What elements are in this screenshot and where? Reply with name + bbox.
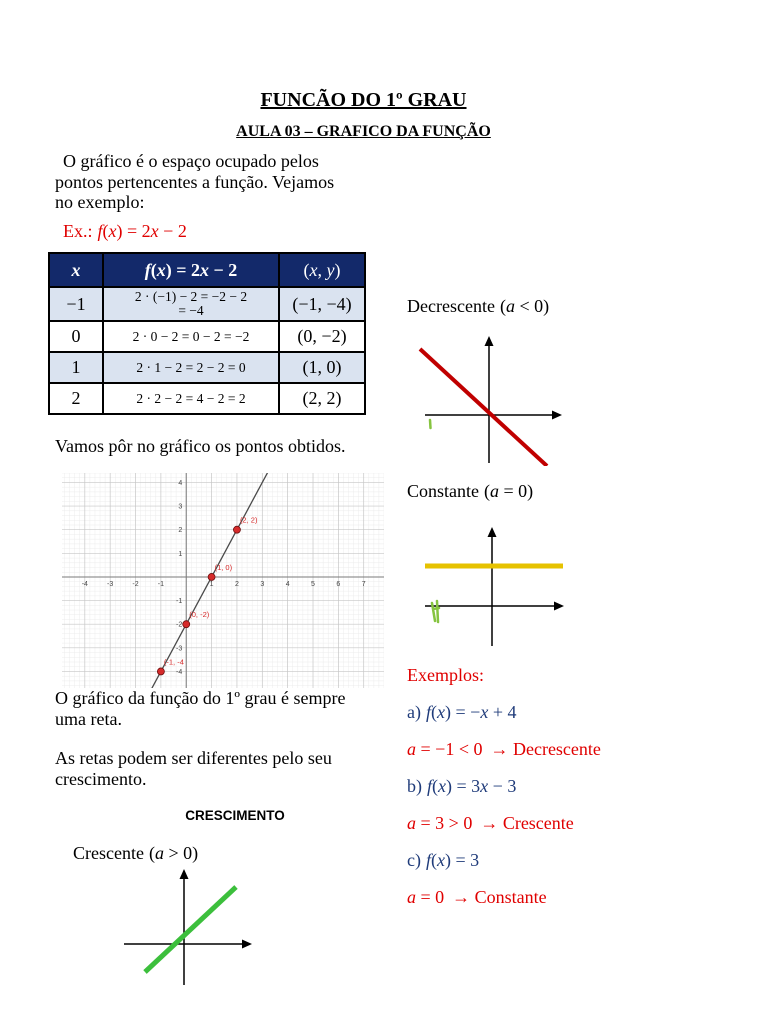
x-tick-label: -3 bbox=[107, 580, 114, 588]
growth-paragraph bbox=[55, 748, 332, 789]
x-tick-label: 4 bbox=[285, 580, 290, 588]
x-tick-label: -4 bbox=[81, 580, 88, 588]
example-tag: c) bbox=[407, 850, 421, 870]
crescente-condition: (a > 0) bbox=[148, 843, 199, 863]
constante-caption bbox=[407, 480, 533, 502]
example-item-function: f(x) = 3x − 3 bbox=[427, 776, 517, 796]
cell-x: −1 bbox=[49, 287, 103, 321]
intro-paragraph bbox=[55, 151, 334, 213]
conclusion-line: O gráfico da função do 1º grau é sempre bbox=[55, 688, 346, 708]
math-variable: x bbox=[71, 259, 81, 280]
example-item bbox=[407, 849, 479, 871]
header-fx-label: f(x) = 2x − 2 bbox=[144, 259, 238, 280]
example-item-function: f(x) = 3 bbox=[425, 850, 480, 870]
calc-line: = −4 bbox=[178, 303, 204, 318]
cell-calc bbox=[103, 383, 279, 414]
examples-heading: Exemplos: bbox=[407, 665, 484, 685]
math-variable: f bbox=[97, 221, 103, 241]
values-table bbox=[48, 252, 366, 415]
constante-condition: (a = 0) bbox=[484, 481, 534, 501]
cell-point: (0, −2) bbox=[279, 321, 365, 352]
page-title: FUNCÃO DO 1º GRAU bbox=[260, 89, 467, 111]
data-point-label: (-1, -4 bbox=[163, 657, 184, 667]
table-row bbox=[49, 321, 365, 352]
plot-intro: Vamos pôr no gráfico os pontos obtidos. bbox=[55, 436, 346, 456]
table-row bbox=[49, 287, 365, 321]
y-axis-arrow bbox=[488, 527, 497, 537]
cell-x: 1 bbox=[49, 352, 103, 383]
table-row bbox=[49, 383, 365, 414]
math-variable: a bbox=[407, 739, 416, 759]
conclusion-line: uma reta. bbox=[55, 708, 122, 729]
cell-calc bbox=[103, 287, 279, 321]
x-tick-label: 3 bbox=[260, 580, 265, 588]
x-tick-label: -2 bbox=[132, 580, 139, 588]
y-tick-label: -3 bbox=[176, 645, 183, 653]
example-coefficient: a = 3 > 0 bbox=[407, 813, 473, 833]
y-tick-label: -4 bbox=[176, 668, 183, 676]
calc-line: 2 · (−1) − 2 = −2 − 2 bbox=[134, 289, 248, 304]
example-item bbox=[407, 775, 516, 797]
constante-label: Constante bbox=[407, 481, 479, 501]
cell-point: (1, 0) bbox=[279, 352, 365, 383]
y-axis-arrow bbox=[485, 336, 494, 346]
cell-calc bbox=[103, 352, 279, 383]
intro-line: O gráfico é o espaço ocupado pelos bbox=[63, 151, 319, 171]
crescente-label: Crescente bbox=[73, 843, 144, 863]
x-axis-arrow bbox=[554, 602, 564, 611]
decrescente-graph bbox=[415, 333, 565, 466]
example-prefix: Ex.: bbox=[63, 221, 93, 241]
function-plot bbox=[62, 473, 384, 688]
math-variable: x bbox=[437, 850, 445, 870]
math-variable: x bbox=[438, 776, 447, 796]
y-tick-label: -1 bbox=[176, 598, 183, 606]
decrescente-label: Decrescente bbox=[407, 296, 495, 316]
header-fx bbox=[103, 253, 279, 287]
example-formula: f(x) = 2x − 2 bbox=[97, 221, 187, 241]
math-variable: x bbox=[480, 702, 489, 722]
example-result bbox=[407, 738, 601, 760]
decreasing-line bbox=[420, 349, 547, 466]
example-function bbox=[63, 220, 187, 242]
header-point-label: (x, y) bbox=[303, 259, 341, 280]
cell-point: (−1, −4) bbox=[279, 287, 365, 321]
x-tick-label: 7 bbox=[361, 580, 366, 588]
calc-line: 2 · 1 − 2 = 2 − 2 = 0 bbox=[136, 359, 246, 375]
y-tick-label: 1 bbox=[178, 550, 183, 558]
header-x bbox=[49, 253, 103, 287]
example-classification: → Constante bbox=[452, 887, 547, 907]
math-variable: x bbox=[480, 776, 489, 796]
math-variable: x bbox=[108, 221, 117, 241]
header-point bbox=[279, 253, 365, 287]
constante-graph bbox=[418, 524, 568, 650]
example-tag: b) bbox=[407, 776, 422, 796]
header-x-label bbox=[72, 260, 81, 280]
cell-point: (2, 2) bbox=[279, 383, 365, 414]
growth-line: As retas podem ser diferentes pelo seu bbox=[55, 748, 332, 768]
math-variable: x bbox=[150, 221, 159, 241]
section-heading: CRESCIMENTO bbox=[185, 808, 285, 823]
calc-line: 2 · 0 − 2 = 0 − 2 = −2 bbox=[132, 328, 250, 344]
crescente-graph bbox=[120, 865, 255, 990]
math-variable: x bbox=[156, 259, 166, 280]
example-coefficient: a = −1 < 0 bbox=[407, 739, 483, 759]
table-row bbox=[49, 352, 365, 383]
math-variable: a bbox=[154, 843, 164, 863]
y-tick-label: 3 bbox=[178, 503, 183, 511]
example-item bbox=[407, 701, 516, 723]
math-variable: y bbox=[326, 259, 335, 280]
y-tick-label: 2 bbox=[178, 527, 183, 535]
calc-line: 2 · 2 − 2 = 4 − 2 = 2 bbox=[136, 390, 246, 406]
intro-line: pontos pertencentes a função. Vejamos bbox=[55, 171, 335, 192]
math-variable: a bbox=[407, 813, 416, 833]
data-point-label: (1, 0) bbox=[214, 562, 233, 572]
decrescente-condition: (a < 0) bbox=[499, 296, 550, 316]
x-axis-arrow bbox=[242, 940, 252, 949]
x-tick-label: 5 bbox=[311, 580, 315, 588]
decrescente-caption bbox=[407, 295, 549, 317]
y-tick-label: -2 bbox=[176, 621, 183, 629]
crescente-caption bbox=[73, 842, 198, 864]
conclusion-paragraph bbox=[55, 688, 345, 729]
math-variable: f bbox=[144, 259, 151, 280]
data-point bbox=[183, 621, 190, 628]
example-result bbox=[407, 886, 547, 908]
x-axis-arrow bbox=[552, 411, 562, 420]
cell-calc bbox=[103, 321, 279, 352]
example-tag: a) bbox=[407, 702, 421, 722]
data-point bbox=[233, 526, 240, 533]
x-tick-label: 2 bbox=[234, 580, 239, 588]
math-variable: a bbox=[505, 296, 515, 316]
example-result bbox=[407, 812, 574, 834]
green-mark bbox=[430, 420, 431, 428]
math-variable: a bbox=[490, 481, 499, 501]
data-point bbox=[208, 573, 215, 580]
example-coefficient: a = 0 bbox=[407, 887, 445, 907]
example-classification: → Decrescente bbox=[490, 739, 601, 759]
data-point-label: (2, 2) bbox=[239, 515, 258, 525]
intro-line: no exemplo: bbox=[55, 192, 145, 212]
y-axis-arrow bbox=[180, 869, 189, 879]
example-item-function: f(x) = −x + 4 bbox=[425, 702, 517, 722]
math-variable: a bbox=[407, 887, 416, 907]
growth-line: crescimento. bbox=[55, 768, 147, 789]
x-tick-label: -1 bbox=[157, 580, 164, 588]
x-tick-label: 1 bbox=[209, 580, 214, 588]
math-variable: x bbox=[309, 259, 318, 280]
example-classification: → Crescente bbox=[480, 813, 574, 833]
page-subtitle: AULA 03 – GRAFICO DA FUNÇÃO bbox=[236, 123, 491, 140]
math-variable: x bbox=[437, 702, 445, 722]
math-variable: x bbox=[200, 259, 209, 280]
x-tick-label: 6 bbox=[336, 580, 341, 588]
y-tick-label: 4 bbox=[178, 479, 183, 487]
cell-x: 0 bbox=[49, 321, 103, 352]
math-variable: f bbox=[425, 850, 431, 870]
green-mark bbox=[432, 601, 439, 622]
table-header-row bbox=[49, 253, 365, 287]
data-point bbox=[157, 668, 164, 675]
math-variable: f bbox=[427, 776, 433, 796]
increasing-line bbox=[145, 887, 236, 972]
data-point-label: (0, -2) bbox=[189, 610, 210, 620]
math-variable: f bbox=[425, 702, 431, 722]
cell-x: 2 bbox=[49, 383, 103, 414]
